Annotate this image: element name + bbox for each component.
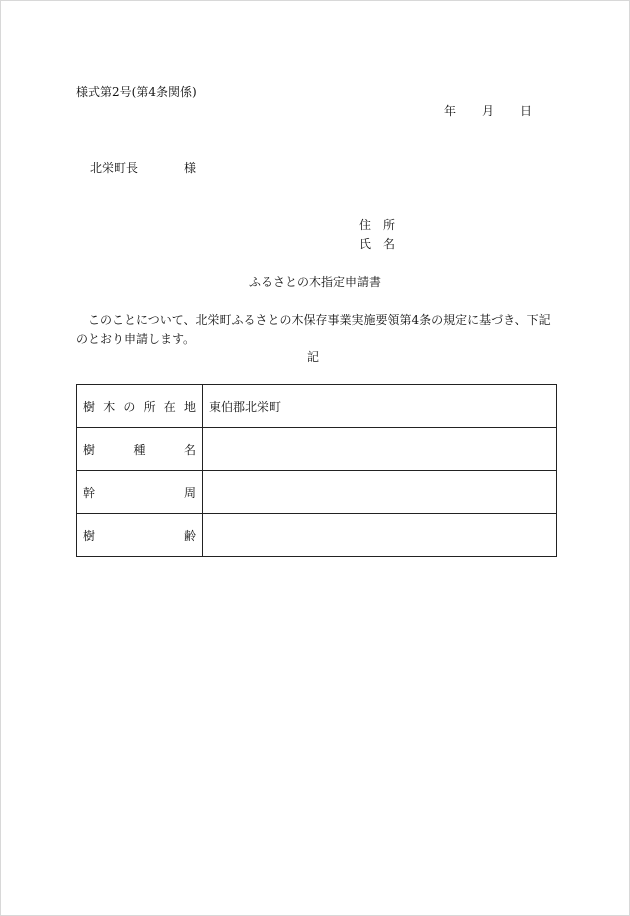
date-day-label: 日	[520, 104, 533, 118]
label-char: 木	[103, 399, 116, 414]
form-number: 様式第2号(第4条関係)	[76, 85, 197, 99]
date-year-label: 年	[444, 104, 457, 118]
row-value-girth[interactable]	[203, 471, 557, 514]
row-value-species[interactable]	[203, 428, 557, 471]
label-char: 名	[183, 442, 196, 457]
row-value-age[interactable]	[203, 514, 557, 557]
body-text: このことについて、北栄町ふるさとの木保存事業実施要領第4条の規定に基づき、下記のとおり申請します。	[76, 313, 551, 346]
label-char: 樹	[83, 442, 96, 457]
table-row-girth	[77, 471, 557, 514]
applicant-address-label: 住 所	[359, 218, 396, 232]
date-month-label: 月	[482, 104, 495, 118]
addressee-name: 北栄町長	[90, 161, 139, 175]
row-label-species	[77, 428, 203, 471]
label-char: 種	[133, 442, 146, 457]
label-char: 在	[163, 399, 176, 414]
document-title: ふるさとの木指定申請書	[248, 275, 381, 289]
row-label-girth	[77, 471, 203, 514]
applicant-name-label: 氏 名	[359, 237, 396, 251]
row-label-age	[77, 514, 203, 557]
ki-mark: 記	[306, 350, 319, 364]
details-table	[76, 384, 557, 557]
label-char: 周	[183, 485, 196, 500]
table-row-location	[77, 385, 557, 428]
label-char: 地	[183, 399, 196, 414]
label-char: 樹	[83, 399, 96, 414]
row-value-location[interactable]: 東伯郡北栄町	[203, 385, 557, 428]
table-row-age	[77, 514, 557, 557]
label-char: 齢	[183, 528, 196, 543]
table-row-species	[77, 428, 557, 471]
label-char: 幹	[83, 485, 96, 500]
label-char: の	[123, 399, 136, 414]
label-char: 所	[143, 399, 156, 414]
label-char: 樹	[83, 528, 96, 543]
row-label-location	[77, 385, 203, 428]
date-line	[444, 104, 532, 118]
addressee-honorific: 様	[184, 161, 197, 175]
addressee	[90, 161, 196, 175]
